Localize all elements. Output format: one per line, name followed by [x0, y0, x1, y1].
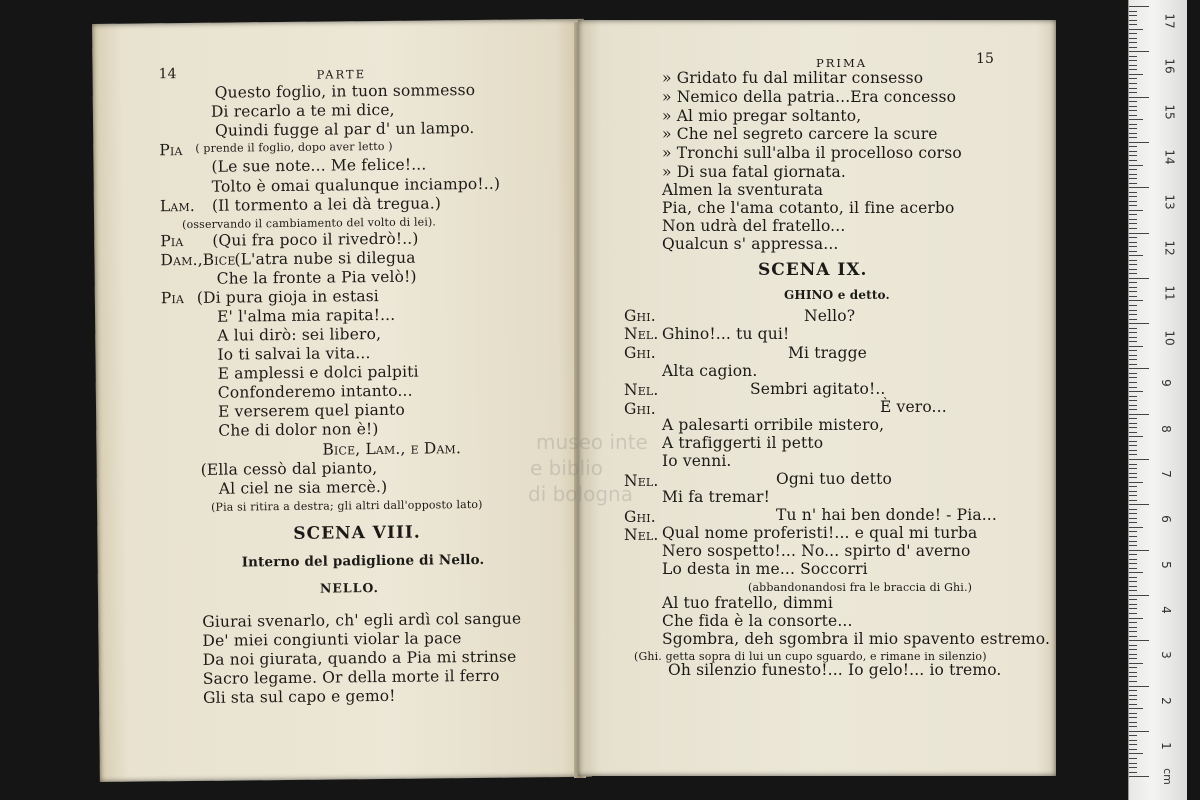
ruler-tick — [1129, 758, 1137, 759]
speaker-label: Pia — [159, 141, 183, 160]
ruler-tick — [1129, 618, 1143, 619]
verse-line: Che fida è la consorte... — [662, 612, 853, 630]
ruler-tick — [1129, 269, 1137, 270]
watermark-text: di bologna — [528, 482, 633, 506]
ruler-tick — [1129, 568, 1137, 569]
ruler-tick — [1129, 450, 1137, 451]
ruler-number: 10 — [1162, 330, 1177, 346]
verse-line: Qual nome proferisti!... e qual mi turba — [662, 524, 978, 542]
ruler-tick — [1129, 233, 1149, 234]
speaker-label: Ghi. — [624, 400, 656, 418]
ruler-tick — [1129, 658, 1137, 659]
ruler-tick — [1129, 531, 1137, 532]
ruler-tick — [1129, 622, 1137, 623]
speaker-label: Ghi. — [624, 344, 656, 362]
ruler-tick — [1129, 409, 1137, 410]
ruler-tick — [1129, 282, 1137, 283]
ruler-number: 13 — [1162, 194, 1177, 210]
ruler-tick — [1129, 608, 1137, 609]
ruler-tick — [1129, 142, 1149, 143]
ruler-tick — [1129, 581, 1137, 582]
ruler-tick — [1129, 92, 1137, 93]
speaker-label: Pia — [160, 289, 185, 308]
ruler-tick — [1129, 681, 1137, 682]
verse-line: (Ella cessò dal pianto, — [200, 459, 378, 479]
ruler-tick — [1129, 387, 1137, 388]
ruler-tick — [1129, 500, 1137, 501]
ruler-tick — [1129, 667, 1137, 668]
verse-line: Sacro legame. Or della morte il ferro — [202, 666, 500, 688]
ruler-tick — [1129, 491, 1137, 492]
ruler-tick — [1129, 101, 1137, 102]
ruler-tick — [1129, 731, 1149, 732]
ruler-tick — [1129, 391, 1143, 392]
ruler-tick — [1129, 110, 1137, 111]
verse-line: Mi tragge — [788, 344, 868, 362]
ruler-tick — [1129, 78, 1137, 79]
verse-line: E' l'alma mia rapita!... — [216, 305, 396, 326]
ruler-tick — [1129, 454, 1137, 455]
ruler-tick — [1129, 183, 1137, 184]
stage-direction: (osservando il cambiamento del volto di lei). — [182, 215, 437, 232]
ruler-tick — [1129, 377, 1137, 378]
ruler-tick — [1129, 690, 1137, 691]
ruler-tick — [1129, 541, 1137, 542]
verse-line: Al ciel ne sia mercè.) — [218, 477, 388, 498]
page-number: 14 — [158, 66, 177, 83]
speaker-label: Nel. — [624, 381, 659, 399]
right-page — [578, 20, 1056, 776]
verse-line: Lo desta in me... Soccorri — [662, 560, 868, 578]
ruler-tick — [1129, 192, 1137, 193]
verse-line: Questo foglio, in tuon sommesso — [214, 80, 476, 102]
ruler-number: 16 — [1162, 58, 1177, 74]
ruler-tick — [1129, 287, 1137, 288]
ruler-tick — [1129, 753, 1143, 754]
verse-line: Sembri agitato!.. — [750, 380, 886, 398]
ruler-tick — [1129, 29, 1143, 30]
page-number: 15 — [976, 51, 995, 67]
scene-heading: SCENA VIII. — [293, 522, 421, 544]
ruler-tick — [1129, 223, 1137, 224]
ruler-tick — [1129, 473, 1137, 474]
ruler-tick — [1129, 124, 1137, 125]
speaker-label: Lam. — [159, 196, 196, 216]
verse-line: A trafiggerti il petto — [662, 434, 824, 452]
verse-line: Oh silenzio funesto!... Io gelo!... io tremo. — [668, 661, 1002, 679]
ruler-tick — [1129, 88, 1137, 89]
ruler-tick — [1129, 577, 1137, 578]
ruler-tick — [1129, 174, 1137, 175]
ruler-tick — [1129, 319, 1137, 320]
ruler-tick — [1129, 255, 1143, 256]
verse-line: » Al mio pregar soltanto, — [662, 107, 862, 125]
ruler-tick — [1129, 364, 1137, 365]
ruler-tick — [1129, 260, 1137, 261]
ruler-tick — [1129, 726, 1137, 727]
ruler-tick — [1129, 368, 1149, 369]
stage-direction: (abbandonandosi fra le braccia di Ghi.) — [748, 581, 973, 594]
ruler-tick — [1129, 636, 1137, 637]
verse-line: A palesarti orribile mistero, — [662, 416, 885, 434]
ruler-tick — [1129, 210, 1143, 211]
ruler-tick — [1129, 119, 1143, 120]
ruler-tick — [1129, 160, 1137, 161]
ruler-tick — [1129, 414, 1149, 415]
ruler-number: 8 — [1158, 424, 1173, 433]
ruler-number: 6 — [1158, 515, 1173, 524]
ruler-tick — [1129, 586, 1137, 587]
ruler-tick — [1129, 219, 1137, 220]
ruler-tick — [1129, 572, 1143, 573]
verse-line: Io venni. — [662, 452, 732, 470]
ruler-tick — [1129, 97, 1149, 98]
verse-line: Sgombra, deh sgombra il mio spavento estremo. — [662, 630, 1051, 648]
ruler-tick — [1129, 60, 1137, 61]
ruler-tick — [1129, 436, 1143, 437]
ruler-tick — [1129, 106, 1137, 107]
verse-line: Tu n' hai ben donde! - Pia... — [776, 506, 997, 524]
ruler-tick — [1129, 341, 1137, 342]
ruler-tick — [1129, 74, 1143, 75]
ruler-tick — [1129, 400, 1137, 401]
ruler-tick — [1129, 305, 1137, 306]
ruler-tick — [1129, 228, 1137, 229]
ruler-tick — [1129, 205, 1137, 206]
ruler-number: 7 — [1158, 470, 1173, 478]
ruler-tick — [1129, 405, 1137, 406]
ruler-tick — [1129, 373, 1137, 374]
ruler-tick — [1129, 337, 1137, 338]
ruler-tick — [1129, 477, 1137, 478]
ruler-number: 12 — [1162, 239, 1177, 256]
verse-line: E amplessi e dolci palpiti — [217, 362, 419, 383]
ruler-tick — [1129, 676, 1137, 677]
watermark-text: e biblio — [530, 456, 603, 480]
ruler-tick — [1129, 328, 1137, 329]
ruler-tick — [1129, 744, 1137, 745]
ruler-tick — [1129, 663, 1143, 664]
ruler-tick — [1129, 350, 1137, 351]
ruler-tick — [1129, 504, 1149, 505]
verse-line: » Gridato fu dal militar consesso — [662, 69, 924, 87]
ruler-tick — [1129, 151, 1137, 152]
ruler-tick — [1129, 169, 1137, 170]
verse-line: (L'atra nube si dilegua — [234, 248, 416, 269]
ruler-tick — [1129, 69, 1137, 70]
ruler-tick — [1129, 38, 1137, 39]
ruler-tick — [1129, 563, 1137, 564]
ruler-tick — [1129, 56, 1137, 57]
ruler-tick — [1129, 740, 1137, 741]
ruler-tick — [1129, 599, 1137, 600]
scene-setting: Interno del padiglione di Nello. — [241, 551, 485, 571]
ruler-tick — [1129, 201, 1137, 202]
verse-line: Non udrà del fratello... — [662, 217, 846, 235]
ruler-tick — [1129, 15, 1137, 16]
stage-direction: (Ghi. getta sopra di lui un cupo sguardo, e rimane in silenzio) — [634, 650, 987, 663]
verse-line: (Il tormento a lei dà tregua.) — [211, 194, 442, 215]
verse-line: Almen la sventurata — [662, 181, 824, 199]
ruler-tick — [1129, 518, 1137, 519]
ruler-tick — [1129, 749, 1137, 750]
ruler-tick — [1129, 536, 1137, 537]
ruler-tick — [1129, 708, 1143, 709]
ruler-tick — [1129, 273, 1137, 274]
verse-line: Gli sta sul capo e gemo! — [202, 686, 396, 707]
ruler-tick — [1129, 355, 1137, 356]
ruler-tick — [1129, 522, 1137, 523]
ruler-number: 2 — [1158, 696, 1173, 705]
ruler-tick — [1129, 418, 1137, 419]
verse-line: Tolto è omai qualunque inciampo!..) — [211, 174, 501, 196]
ruler-tick — [1129, 704, 1137, 705]
verse-line: Ogni tuo detto — [776, 470, 892, 488]
ruler-tick — [1129, 196, 1137, 197]
ruler-tick — [1129, 595, 1149, 596]
ruler-tick — [1129, 251, 1137, 252]
ruler-tick — [1129, 722, 1137, 723]
character-name: NELLO. — [319, 580, 380, 596]
ruler-tick — [1129, 495, 1137, 496]
verse-line: Io ti salvai la vita... — [217, 344, 371, 364]
verse-line: Giurai svenarlo, ch' egli ardì col sangue — [202, 609, 522, 631]
verse-line: De' miei congiunti violar la pace — [202, 629, 462, 650]
verse-line: » Tronchi sull'alba il procelloso corso — [662, 144, 962, 162]
ruler-tick — [1129, 445, 1137, 446]
running-head: PRIMA — [816, 56, 868, 70]
ruler-tick — [1129, 291, 1137, 292]
ruler-tick — [1129, 137, 1137, 138]
ruler-tick — [1129, 545, 1137, 546]
ruler-tick — [1129, 33, 1137, 34]
ruler-tick — [1129, 763, 1137, 764]
ruler-number: 1 — [1158, 741, 1173, 750]
ruler-tick — [1129, 42, 1137, 43]
ruler-tick — [1129, 441, 1137, 442]
verse-line: Alta cagion. — [662, 362, 758, 380]
speaker-label: Pia — [160, 232, 184, 251]
verse-line: (Le sue note... Me felice!... — [211, 155, 427, 176]
verse-line: Confonderemo intanto... — [217, 381, 413, 402]
ruler-number: 5 — [1158, 560, 1173, 569]
ruler-tick — [1129, 146, 1137, 147]
speaker-label: Nel. — [624, 325, 659, 343]
verse-line: » Che nel segreto carcere la scure — [662, 125, 938, 143]
ruler-tick — [1129, 165, 1143, 166]
verse-line: Di recarlo a te mi dice, — [210, 100, 395, 121]
ruler-tick — [1129, 346, 1143, 347]
ruler-tick — [1129, 559, 1137, 560]
ruler-tick — [1129, 772, 1137, 773]
ruler-tick — [1129, 6, 1149, 7]
ruler-tick — [1129, 423, 1137, 424]
ruler-tick — [1129, 332, 1137, 333]
verse-line: (Qui fra poco il rivedrò!..) — [212, 229, 419, 250]
ruler-tick — [1129, 767, 1137, 768]
verse-line: Mi fa tremar! — [662, 488, 770, 506]
ruler-tick — [1129, 133, 1137, 134]
left-page — [92, 19, 592, 782]
verse-line: Pia, che l'ama cotanto, il fine acerbo — [662, 199, 955, 217]
ruler-tick — [1129, 695, 1137, 696]
ruler-tick — [1129, 323, 1149, 324]
verse-line: » Nemico della patria...Era concesso — [662, 88, 957, 106]
ruler-tick — [1129, 128, 1137, 129]
stage-direction: (Pia si ritira a destra; gli altri dall'opposto lato) — [210, 497, 483, 514]
ruler-tick — [1129, 776, 1149, 777]
ruler-tick — [1129, 237, 1137, 238]
measuring-ruler — [1128, 0, 1187, 800]
verse-line: Ghino!... tu qui! — [662, 325, 790, 343]
verse-line: » Di sua fatal giornata. — [662, 163, 846, 181]
ruler-tick — [1129, 604, 1137, 605]
ruler-tick — [1129, 314, 1137, 315]
speaker-label: Dam.,Bice — [160, 250, 236, 270]
ruler-tick — [1129, 296, 1137, 297]
speaker-label: Bice, Lam., e Dam. — [322, 439, 462, 459]
ruler-number: 9 — [1158, 379, 1173, 388]
ruler-tick — [1129, 509, 1137, 510]
ruler-tick — [1129, 155, 1137, 156]
ruler-tick — [1129, 396, 1137, 397]
ruler-tick — [1129, 645, 1137, 646]
verse-line: Nero sospetto!... No... spirto d' averno — [662, 542, 971, 560]
verse-line: (Di pura gioja in estasi — [196, 287, 379, 307]
ruler-tick — [1129, 51, 1149, 52]
ruler-tick — [1129, 527, 1143, 528]
running-head: PARTE — [316, 67, 367, 82]
ruler-tick — [1129, 24, 1137, 25]
ruler-tick — [1129, 187, 1149, 188]
verse-line: A lui dirò: sei libero, — [217, 324, 382, 345]
ruler-tick — [1129, 47, 1137, 48]
verse-line: Da noi giurata, quando a Pia mi strinse — [202, 647, 517, 669]
ruler-tick — [1129, 83, 1137, 84]
verse-line: Qualcun s' appressa... — [662, 235, 839, 253]
scene-characters: GHINO e detto. — [784, 288, 890, 302]
ruler-tick — [1129, 278, 1149, 279]
ruler-unit: cm — [1160, 768, 1174, 785]
ruler-tick — [1129, 427, 1137, 428]
ruler-tick — [1129, 300, 1143, 301]
ruler-tick — [1129, 20, 1137, 21]
ruler-tick — [1129, 735, 1137, 736]
ruler-tick — [1129, 65, 1137, 66]
ruler-tick — [1129, 713, 1137, 714]
ruler-tick — [1129, 310, 1137, 311]
ruler-tick — [1129, 468, 1137, 469]
ruler-tick — [1129, 649, 1137, 650]
ruler-number: 15 — [1162, 103, 1177, 120]
speaker-label: Nel. — [624, 472, 659, 490]
verse-line: Che la fronte a Pia velò!) — [216, 267, 417, 288]
ruler-number: 3 — [1158, 651, 1173, 660]
ruler-tick — [1129, 672, 1137, 673]
ruler-number: 11 — [1162, 285, 1177, 301]
ruler-tick — [1129, 590, 1137, 591]
verse-line: E verserem quel pianto — [217, 400, 405, 421]
ruler-tick — [1129, 464, 1137, 465]
ruler-tick — [1129, 459, 1149, 460]
ruler-tick — [1129, 214, 1137, 215]
ruler-number: 17 — [1162, 13, 1177, 29]
ruler-tick — [1129, 115, 1137, 116]
ruler-number: 14 — [1162, 149, 1177, 165]
ruler-tick — [1129, 486, 1137, 487]
verse-line: Al tuo fratello, dimmi — [662, 594, 833, 612]
ruler-tick — [1129, 554, 1137, 555]
ruler-tick — [1129, 482, 1143, 483]
ruler-tick — [1129, 382, 1137, 383]
speaker-label: Nel. — [624, 526, 659, 544]
ruler-tick — [1129, 613, 1137, 614]
stage-direction: ( prende il foglio, dopo aver letto ) — [195, 139, 393, 155]
speaker-label: Ghi. — [624, 307, 656, 325]
verse-line: Che di dolor non è!) — [218, 420, 379, 440]
ruler-tick — [1129, 550, 1149, 551]
ruler-tick — [1129, 432, 1137, 433]
ruler-tick — [1129, 513, 1137, 514]
scene-heading: SCENA IX. — [758, 260, 868, 280]
speaker-label: Ghi. — [624, 508, 656, 526]
verse-line: Quindi fugge al par d' un lampo. — [215, 119, 475, 140]
ruler-tick — [1129, 686, 1149, 687]
ruler-tick — [1129, 631, 1137, 632]
ruler-tick — [1129, 640, 1149, 641]
ruler-tick — [1129, 627, 1137, 628]
ruler-tick — [1129, 717, 1137, 718]
ruler-tick — [1129, 242, 1137, 243]
ruler-tick — [1129, 178, 1137, 179]
ruler-tick — [1129, 264, 1137, 265]
verse-line: È vero... — [880, 398, 947, 416]
watermark-text: museo inte — [536, 430, 648, 454]
ruler-tick — [1129, 246, 1137, 247]
verse-line: Nello? — [804, 307, 856, 325]
ruler-tick — [1129, 11, 1137, 12]
ruler-tick — [1129, 654, 1137, 655]
ruler-tick — [1129, 359, 1137, 360]
ruler-tick — [1129, 699, 1137, 700]
ruler-number: 4 — [1158, 606, 1173, 614]
